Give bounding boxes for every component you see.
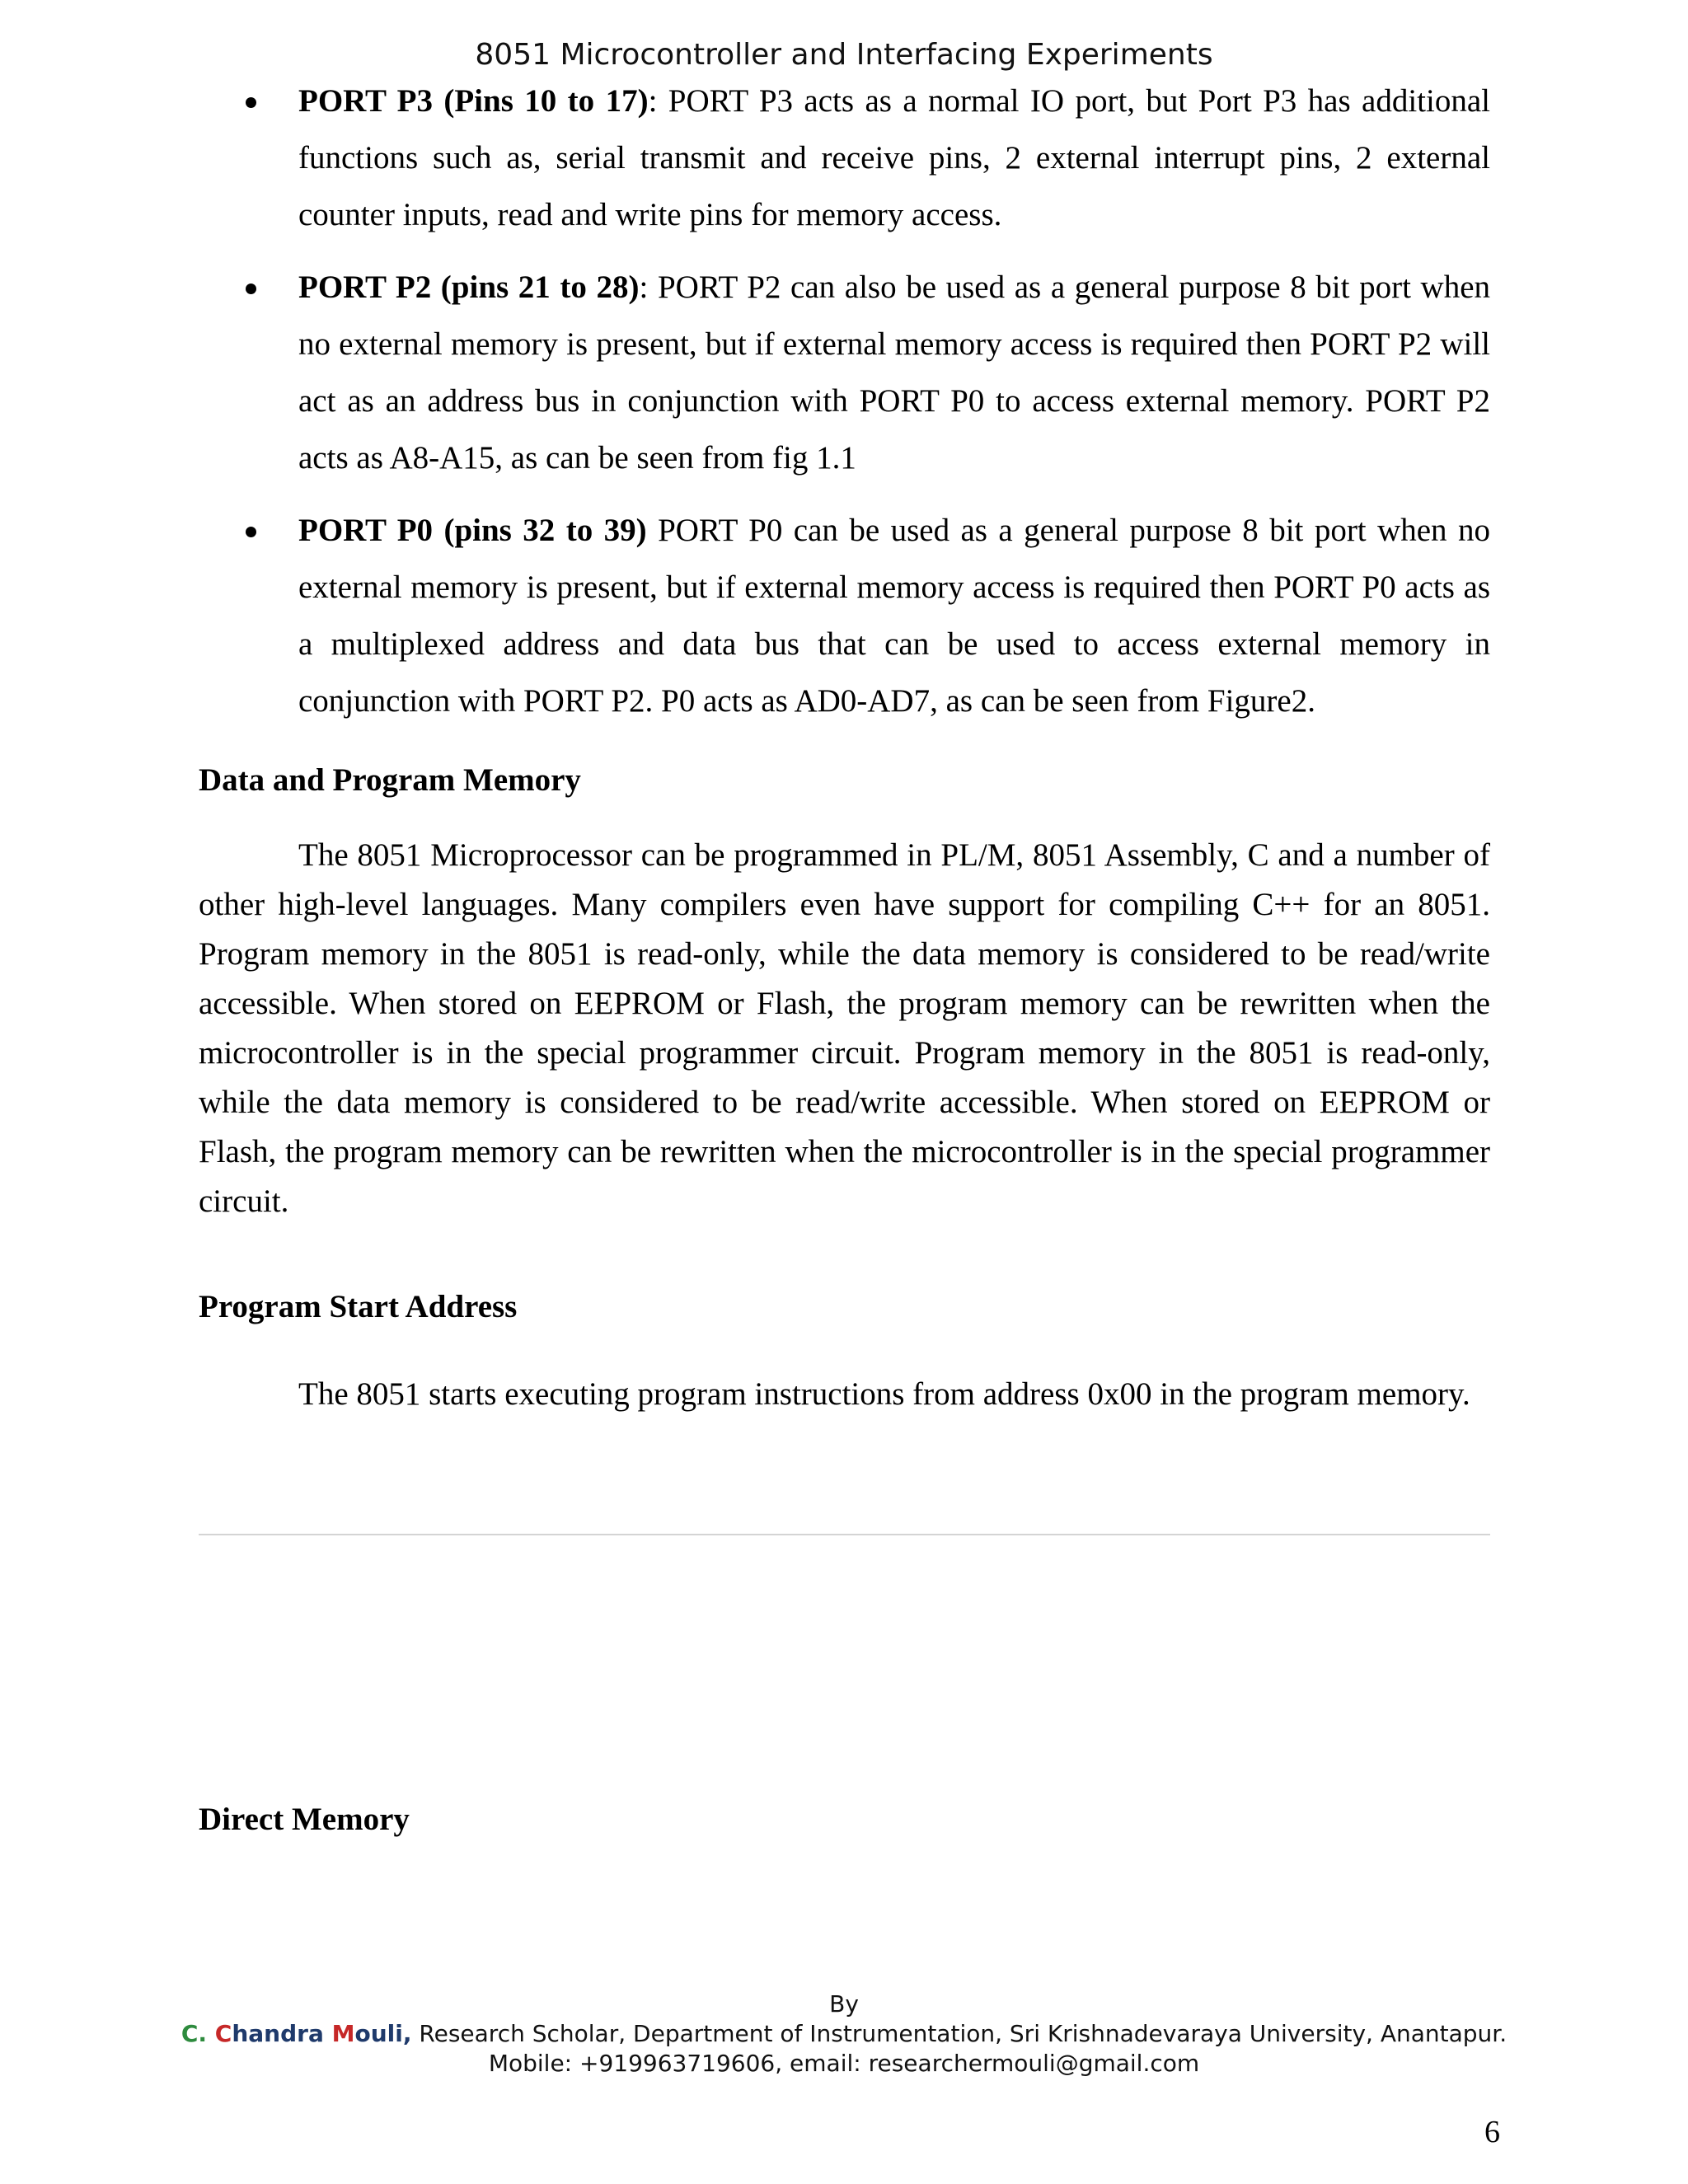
port-bullet-list [237,73,1490,745]
bullet-text: : PORT P2 can also be used as a general purpose 8 bit port when no external memory is present, but if external memory access is required then PORT P2 will act as an address bus in conjunction with PORT P0 to access external memory. PORT P2 acts as A8-A15, as can be seen from fig 1.1 [298,269,1491,476]
bullet-port-p0 [237,502,1490,729]
bullet-term: PORT P0 (pins 32 to 39) [298,513,647,548]
bullet-dot-icon [246,97,256,108]
section-heading-program-start-address: Program Start Address [199,1289,518,1324]
page-number: 6 [1484,2115,1500,2149]
bullet-term: PORT P3 (Pins 10 to 17) [298,83,649,119]
author-affiliation: Research Scholar, Department of Instrumentation, Sri Krishnadevaraya University, Anantapur. [411,2020,1507,2047]
footer-contact: Mobile: +919963719606, email: researchermouli@gmail.com [488,2050,1200,2077]
bullet-text: : PORT P3 acts as a normal IO port, but Port P3 has additional functions such as, serial transmit and receive pins, 2 external interrupt pins, 2 external counter inputs, read and write pins for memory access. [298,83,1490,232]
section-heading-direct-memory: Direct Memory [199,1802,410,1837]
bullet-term: PORT P2 (pins 21 to 28) [298,269,640,305]
bullet-dot-icon [246,284,256,294]
paragraph-data-program-memory: The 8051 Microprocessor can be programmed in PL/M, 8051 Assembly, C and a number of other high-level languages. Many compilers even have support for compiling C++ for an 8051. Program memory in the 8051 is read-only, while the data memory is considered to be read/write accessible. When stored on EEPROM or Flash, the program memory can be rewritten when the microcontroller is in the special programmer circuit. Program memory in the 8051 is read-only, while the data memory is considered to be read/write accessible. When stored on EEPROM or Flash, the program memory can be rewritten when the microcontroller is in the special programmer circuit. [199,837,1490,1219]
bullet-text: PORT P0 can be used as a general purpose 8 bit port when no external memory is present, but if external memory access is required then PORT P0 acts as a multiplexed address and data bus that can be used to access external memory in conjunction with PORT P2. P0 acts as AD0-AD7, as can be seen from Figure2. [298,513,1490,719]
bullet-port-p3 [237,73,1490,243]
running-header: 8051 Microcontroller and Interfacing Experiments [475,38,1213,72]
bullet-dot-icon [246,527,256,537]
section-divider [199,1534,1490,1535]
bullet-port-p2 [237,259,1490,486]
paragraph-program-start-address: The 8051 starts executing program instructions from address 0x00 in the program memory. [298,1376,1470,1412]
footer-by: By [829,1990,859,2018]
footer-author-line [0,2019,1688,2049]
author-name: C. Chandra Mouli, [181,2020,412,2047]
section-heading-data-program-memory: Data and Program Memory [199,762,581,798]
